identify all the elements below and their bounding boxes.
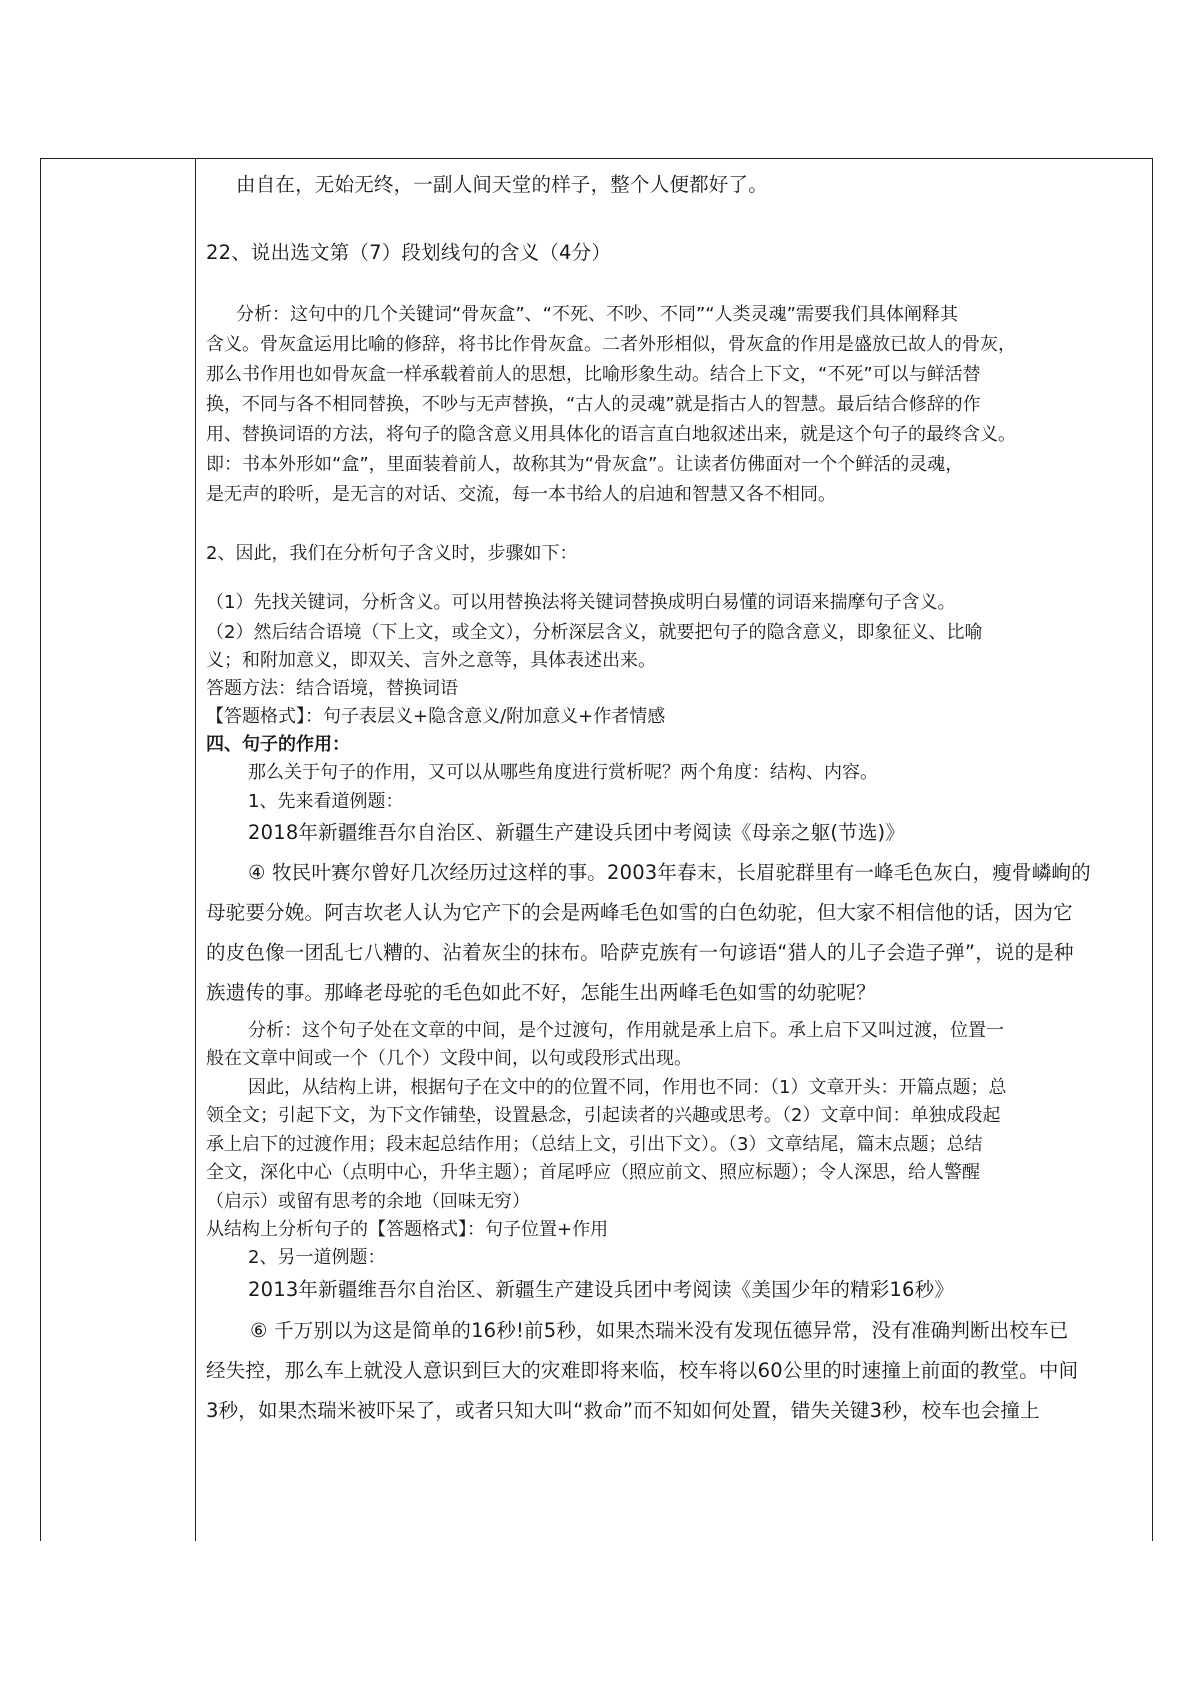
text-line: 答题方法：结合语境，替换词语 [206, 678, 458, 699]
text-line: 般在文章中间或一个（几个）文段中间，以句或段形式出现。 [206, 1048, 692, 1069]
text-line: 换，不同与各不相同替换，不吵与无声替换，“古人的灵魂”就是指古人的智慧。最后结合修辞的作 [206, 394, 981, 415]
section-heading: 四、句子的作用： [206, 734, 350, 755]
text-line: 承上启下的过渡作用；段末起总结作用；（总结上文，引出下文）。（3）文章结尾，篇末点题；总结 [206, 1134, 983, 1155]
text-line: 3秒，如果杰瑞米被吓呆了，或者只知大叫“救命”而不知如何处置，错失关键3秒，校车也会撞上 [206, 1399, 1040, 1422]
text-line: 经失控，那么车上就没人意识到巨大的灾难即将来临，校车将以60公里的时速撞上前面的教堂。中间 [206, 1359, 1079, 1382]
text-line: （启示）或留有思考的余地（回味无穷） [206, 1191, 530, 1212]
text-line: 1、先来看道例题： [248, 791, 404, 812]
text-line: 族遗传的事。那峰老母驼的毛色如此不好，怎能生出两峰毛色如雪的幼驼呢？ [206, 981, 876, 1004]
text-line: 是无声的聆听，是无言的对话、交流，每一本书给人的启迪和智慧又各不相同。 [206, 484, 836, 505]
answer-format: 从结构上分析句子的【答题格式】：句子位置+作用 [206, 1219, 609, 1240]
text-line: 的皮色像一团乱七八糟的、沾着灰尘的抹布。哈萨克族有一句谚语“猎人的儿子会造子弹”，说的是种 [206, 941, 1074, 964]
example-source: 2013年新疆维吾尔自治区、新疆生产建设兵团中考阅读《美国少年的精彩16秒》 [248, 1278, 955, 1301]
text-line: 那么关于句子的作用，又可以从哪些角度进行赏析呢？两个角度：结构、内容。 [248, 762, 878, 783]
text-line: 分析：这句中的几个关键词“骨灰盒”、“不死、不吵、不同”“人类灵魂”需要我们具体阐释其 [236, 304, 958, 325]
text-line: （2）然后结合语境（下上文，或全文），分析深层含义，就要把句子的隐含意义，即象征义、比喻 [206, 622, 983, 643]
answer-format: 【答题格式】：句子表层义+隐含意义/附加意义+作者情感 [206, 706, 666, 727]
text-line: 那么书作用也如骨灰盒一样承载着前人的思想，比喻形象生动。结合上下文，“不死”可以与鲜活替 [206, 364, 981, 385]
text-line: 含义。骨灰盒运用比喻的修辞，将书比作骨灰盒。二者外形相似，骨灰盒的作用是盛放已故人的骨灰， [206, 334, 1016, 355]
text-line: 2、另一道例题： [248, 1247, 386, 1268]
example-source: 2018年新疆维吾尔自治区、新疆生产建设兵团中考阅读《母亲之躯(节选)》 [248, 821, 906, 844]
question-heading: 22、说出选文第（7）段划线句的含义（4分） [206, 241, 612, 264]
text-line: 义；和附加意义，即双关、言外之意等，具体表述出来。 [206, 650, 656, 671]
text-line: 即：书本外形如“盒”，里面装着前人，故称其为“骨灰盒”。让读者仿佛面对一个个鲜活的灵魂， [206, 454, 964, 475]
text-line: ⑥ 千万别以为这是简单的16秒!前5秒，如果杰瑞米没有发现伍德异常，没有准确判断出校车已 [250, 1319, 1069, 1342]
column-divider [195, 158, 196, 1541]
text-line: （1）先找关键词，分析含义。可以用替换法将关键词替换成明白易懂的词语来揣摩句子含义。 [206, 592, 956, 613]
text-line: ④ 牧民叶赛尔曾好几次经历过这样的事。2003年春末，长眉驼群里有一峰毛色灰白，瘦骨嶙峋的 [248, 861, 1091, 884]
text-line: 分析：这个句子处在文章的中间，是个过渡句，作用就是承上启下。承上启下又叫过渡，位置一 [248, 1020, 1004, 1041]
text-line: 全文，深化中心（点明中心，升华主题）；首尾呼应（照应前文、照应标题）；令人深思，给人警醒 [206, 1162, 980, 1183]
text-line: 2、因此，我们在分析句子含义时，步骤如下： [206, 543, 578, 564]
text-line: 由自在，无始无终，一副人间天堂的样子，整个人便都好了。 [236, 173, 768, 196]
text-line: 因此，从结构上讲，根据句子在文中的的位置不同，作用也不同：（1）文章开头：开篇点题；总 [248, 1077, 1007, 1098]
text-line: 用、替换词语的方法，将句子的隐含意义用具体化的语言直白地叙述出来，就是这个句子的最终含义。 [206, 424, 1016, 445]
text-line: 领全文；引起下文，为下文作铺垫，设置悬念，引起读者的兴趣或思考。（2）文章中间：单独成段起 [206, 1105, 1001, 1126]
text-line: 母驼要分娩。阿吉坎老人认为它产下的会是两峰毛色如雪的白色幼驼，但大家不相信他的话，因为它 [206, 901, 1073, 924]
